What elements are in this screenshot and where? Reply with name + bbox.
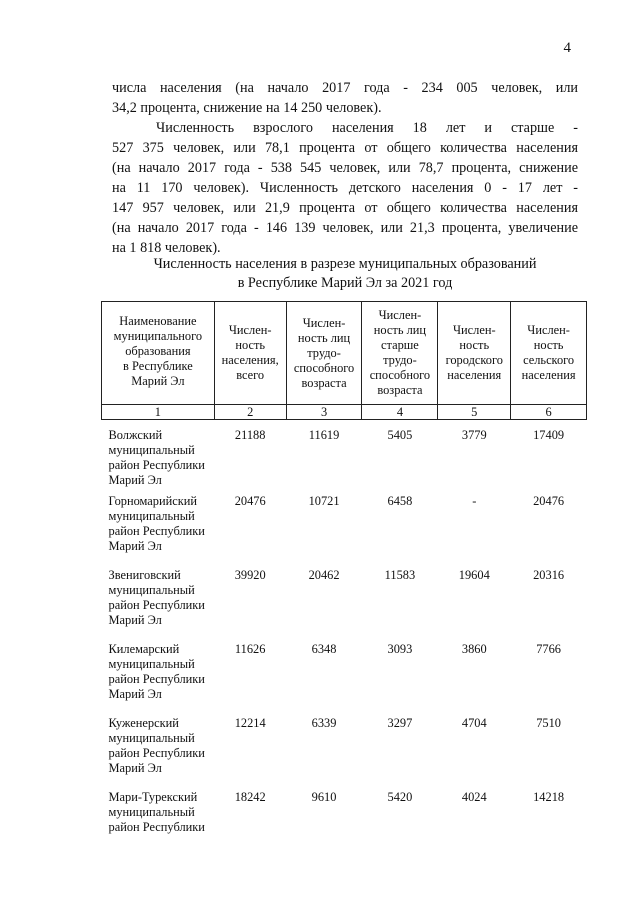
column-header-2 — [214, 302, 286, 405]
header-line: в Республике — [123, 358, 193, 373]
table-cell: 19604 — [458, 568, 490, 582]
header-line: возраста — [377, 383, 423, 397]
text-line: на 11 170 человек). Численность детского населения 0 - 17 лет - — [112, 180, 578, 196]
table-header-row — [102, 302, 587, 405]
header-line: ность — [459, 338, 490, 352]
header-line: способного — [293, 360, 355, 375]
header-line: Числен- — [527, 323, 570, 337]
column-number: 3 — [286, 405, 362, 420]
name-line: Горномарийский — [108, 494, 198, 508]
header-line: Числен- — [228, 323, 272, 337]
table-cell: 4704 — [461, 716, 487, 730]
column-number: 1 — [102, 405, 215, 420]
paragraph-continuation — [112, 78, 578, 118]
page-number: 4 — [563, 40, 571, 56]
column-header-5 — [438, 302, 511, 405]
header-line: всего — [236, 368, 265, 382]
table-body — [102, 420, 587, 836]
table-cell: 20316 — [533, 568, 565, 582]
header-line: способного — [369, 368, 431, 382]
municipality-name — [102, 642, 215, 716]
municipality-name — [102, 568, 215, 642]
table-cell: 20476 — [234, 494, 266, 508]
table-cell: 7510 — [536, 716, 561, 730]
table-row — [102, 494, 587, 568]
table-cell: 3860 — [461, 642, 487, 656]
column-number-row — [102, 405, 587, 420]
column-header-6 — [511, 302, 587, 405]
header-line: ность — [235, 338, 266, 352]
header-line: Марий Эл — [131, 373, 185, 388]
name-line: Марий Эл — [108, 761, 162, 775]
header-line: старше — [381, 338, 419, 352]
header-line: ность лиц — [373, 323, 427, 337]
text-line: на 1 818 человек). — [112, 240, 221, 256]
table-cell: 12214 — [234, 716, 266, 730]
table-caption — [112, 255, 578, 293]
table-cell: 5420 — [387, 790, 413, 804]
table-row — [102, 790, 587, 835]
name-line: Марий Эл — [108, 613, 162, 627]
caption-line: Численность населения в разрезе муниципальных образований — [153, 256, 537, 272]
table-cell: 4024 — [461, 790, 487, 804]
table-cell: 6458 — [387, 494, 413, 508]
table-cell: 11619 — [308, 428, 340, 442]
name-line: Марий Эл — [108, 687, 162, 701]
name-line: муниципальный — [108, 583, 195, 597]
name-line: район Республики — [108, 746, 205, 760]
header-line: населения — [521, 368, 576, 382]
text-line: числа населения (на начало 2017 года - 234 005 человек, или — [112, 80, 578, 96]
table-cell: 3093 — [387, 642, 413, 656]
name-line: муниципальный — [108, 509, 195, 523]
table-cell: - — [472, 494, 477, 508]
table-cell: 20462 — [308, 568, 340, 582]
header-line: трудо- — [307, 345, 341, 360]
text-line: (на начало 2017 года - 538 545 человек, или 78,7 процента, снижение — [112, 160, 578, 176]
header-line: возраста — [301, 375, 347, 390]
header-line: ность — [533, 338, 564, 352]
name-line: муниципальный — [108, 805, 195, 819]
header-line: населения, — [221, 353, 279, 367]
municipality-name — [102, 716, 215, 790]
name-line: район Республики — [108, 598, 205, 612]
table-cell: 20476 — [533, 494, 565, 508]
table-cell: 3779 — [461, 428, 487, 442]
column-header-4 — [362, 302, 438, 405]
table-cell: 5405 — [387, 428, 413, 442]
table-cell: 3297 — [387, 716, 413, 730]
header-line: образования — [125, 343, 191, 358]
table-cell: 18242 — [234, 790, 266, 804]
name-line: Марий Эл — [108, 539, 162, 553]
table-cell: 7766 — [536, 642, 561, 656]
municipality-name — [102, 420, 215, 495]
table-row — [102, 716, 587, 790]
text-line: 147 957 человек, или 21,9 процента от общего количества населения — [112, 200, 578, 216]
header-line: Числен- — [302, 315, 346, 330]
paragraph-population-stats — [112, 118, 578, 258]
text-line: Численность взрослого населения 18 лет и старше - — [156, 120, 578, 136]
name-line: район Республики — [108, 458, 205, 472]
table-cell: 10721 — [308, 494, 340, 508]
header-line: ность лиц — [297, 330, 351, 345]
header-line: Числен- — [452, 323, 496, 337]
name-line: Куженерский — [108, 716, 179, 730]
table-cell: 9610 — [311, 790, 337, 804]
table-cell: 39920 — [234, 568, 266, 582]
header-line: муниципального — [113, 328, 203, 343]
name-line: Волжский — [108, 428, 163, 442]
table-row — [102, 642, 587, 716]
name-line: район Республики — [108, 524, 205, 538]
table-cell: 11626 — [234, 642, 266, 656]
header-line: городского — [445, 353, 503, 367]
text-line: 34,2 процента, снижение на 14 250 человек). — [112, 100, 382, 116]
column-number: 5 — [438, 405, 511, 420]
name-line: район Республики — [108, 672, 205, 686]
column-header-1 — [102, 302, 215, 405]
header-line: Числен- — [378, 308, 422, 322]
table-cell: 14218 — [533, 790, 565, 804]
column-header-3 — [286, 302, 362, 405]
name-line: Звениговский — [108, 568, 181, 582]
name-line: Килемарский — [108, 642, 180, 656]
column-number: 6 — [511, 405, 587, 420]
municipality-name — [102, 790, 215, 835]
table-cell: 6339 — [311, 716, 337, 730]
table-cell: 17409 — [533, 428, 565, 442]
column-number: 4 — [362, 405, 438, 420]
table-cell: 11583 — [384, 568, 416, 582]
header-line: трудо- — [383, 353, 417, 367]
caption-line: в Республике Марий Эл за 2021 год — [237, 275, 453, 291]
population-table — [101, 301, 587, 835]
text-line: 527 375 человек, или 78,1 процента от общего количества населения — [112, 140, 578, 156]
table-cell: 21188 — [234, 428, 266, 442]
text-line: (на начало 2017 года - 146 139 человек, или 21,3 процента, увеличение — [112, 220, 578, 236]
name-line: муниципальный — [108, 731, 195, 745]
header-line: сельского — [523, 353, 575, 367]
column-number: 2 — [214, 405, 286, 420]
name-line: Мари-Турекский — [108, 790, 198, 804]
name-line: район Республики — [108, 820, 205, 834]
municipality-name — [102, 494, 215, 568]
table-row — [102, 420, 587, 495]
name-line: муниципальный — [108, 443, 195, 457]
header-line: Наименование — [119, 313, 197, 328]
name-line: Марий Эл — [108, 473, 162, 487]
table-row — [102, 568, 587, 642]
table-cell: 6348 — [311, 642, 337, 656]
name-line: муниципальный — [108, 657, 195, 671]
header-line: населения — [447, 368, 502, 382]
